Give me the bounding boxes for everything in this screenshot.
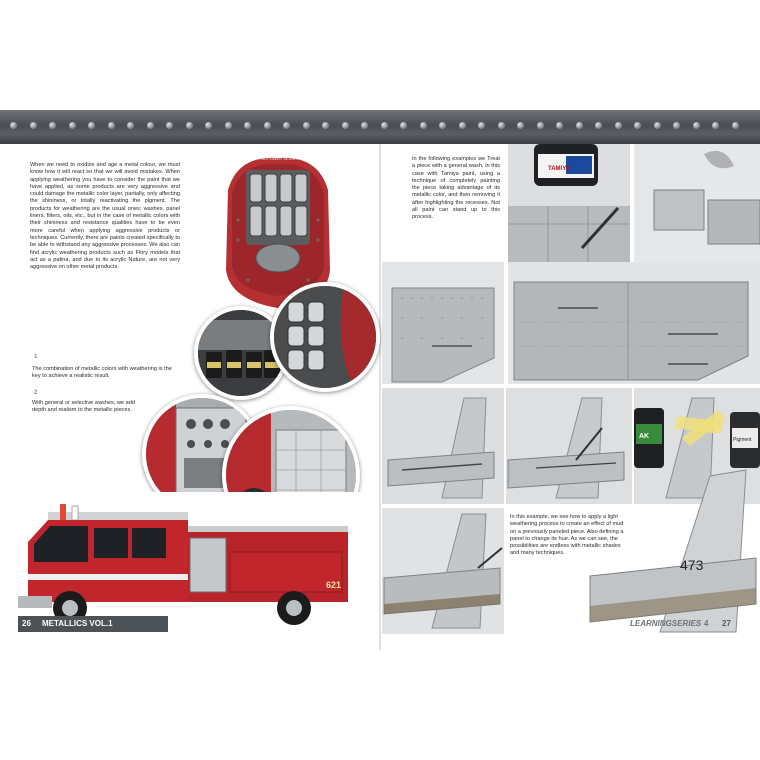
rivet (30, 122, 37, 129)
rivet (732, 122, 739, 129)
rivet (342, 122, 349, 129)
caption-metallic-weathering: The combination of metallic colors with weathering is the key to achieve a realistic result. (32, 366, 172, 380)
right-page-number: 27 (722, 619, 731, 628)
caption-marker-1: 1 (34, 354, 38, 360)
fire-truck-photo (8, 492, 368, 632)
rivet (166, 122, 173, 129)
rivet (459, 122, 466, 129)
rivet (361, 122, 368, 129)
rivet (108, 122, 115, 129)
page-gutter (379, 144, 381, 650)
rivet (303, 122, 310, 129)
magazine-spread (0, 110, 760, 650)
rivet (712, 122, 719, 129)
rivet (400, 122, 407, 129)
tail-473-photo (560, 466, 760, 634)
rivet (420, 122, 427, 129)
rivet (49, 122, 56, 129)
right-footer-bar (630, 616, 744, 632)
tail-number-label: 473 (680, 557, 704, 573)
left-page-number: 26 (22, 619, 31, 628)
caption-washes: With general or selective washes, we add depth and realism to the metallic pieces. (32, 400, 135, 414)
rivet (69, 122, 76, 129)
rivet (517, 122, 524, 129)
left-intro-text: When we need to oxidize and age a metal colour, we must know how it will react so that we will avoid mistakes. When applying weathering you have to consider the paint that we have applied, as some products are very aggressive and could damage the metallic color layer, partially, only affecting the shininess, or totally reactivating the pigment. The products for weathering are the usual ones; washes, panel liners, filters, oils, etc., but in the case of metallic colors with their shininess and resistance qualities have to be even more careful when applying aggressive products or techniques. Currently, there are paints created specifically to be able to withstand any aggressive processes. We also can find acrylic weathering products such as Flory models that act as a patina, and due to its acrylic Nature, are not very aggressive on other metal products. (30, 162, 180, 271)
tamiya-jar-photo (508, 144, 630, 262)
right-series-number: 4 (704, 619, 709, 628)
rivet (244, 122, 251, 129)
pigment-jar-label: Pigment (733, 437, 752, 443)
ak-jar-label: AK (639, 433, 650, 440)
rivet (205, 122, 212, 129)
tail-photo-1 (382, 388, 504, 504)
rivet (322, 122, 329, 129)
rivet (634, 122, 641, 129)
truck-number-label: 621 (326, 580, 342, 590)
caption-marker-2: 2 (34, 390, 38, 396)
rivet (88, 122, 95, 129)
right-footer-series: LEARNINGSERIES (630, 619, 702, 628)
rivet (186, 122, 193, 129)
rivet (127, 122, 134, 129)
tamiya-jar-label: TAMIYA (548, 166, 571, 172)
rivet-row (10, 122, 750, 130)
rivet (673, 122, 680, 129)
svg-text:FIREPOWER SERIES: FIREPOWER SERIES (257, 156, 299, 161)
riveted-header-band (0, 110, 760, 144)
flap-panel-photo (382, 262, 504, 384)
grey-panel-photo (634, 144, 760, 262)
rivet (381, 122, 388, 129)
engine-detail-circle-photo (270, 282, 380, 392)
rivet (498, 122, 505, 129)
wing-panel-photo (508, 262, 760, 384)
tail-mud-photo (382, 508, 504, 634)
rivet (10, 122, 17, 129)
rivet (693, 122, 700, 129)
rivet (576, 122, 583, 129)
rivet (225, 122, 232, 129)
rivet (283, 122, 290, 129)
rivet (264, 122, 271, 129)
right-caption-text: In this example, we see how to apply a light weathering process to create an effect of mud on a previously paneled piece. Also defining a panel to change its hue. As we can see, the possibilities are endless with metallic shades and many techniques. (510, 514, 624, 557)
right-intro-text: In the following examples we Treat a piece with a general wash, in this case with Tamiya paint, using a technique of completely painting the piece taking advantage of its metallic color, and then removing it after highlighting the recesses. Not all paint can stand up to this process. (412, 156, 500, 221)
rivet (654, 122, 661, 129)
rivet (537, 122, 544, 129)
rivet (615, 122, 622, 129)
left-footer-bar (18, 616, 168, 632)
rivet (595, 122, 602, 129)
rivet (147, 122, 154, 129)
rivet (556, 122, 563, 129)
rivet (478, 122, 485, 129)
left-footer-title: METALLICS VOL.1 (42, 619, 113, 628)
rivet (439, 122, 446, 129)
